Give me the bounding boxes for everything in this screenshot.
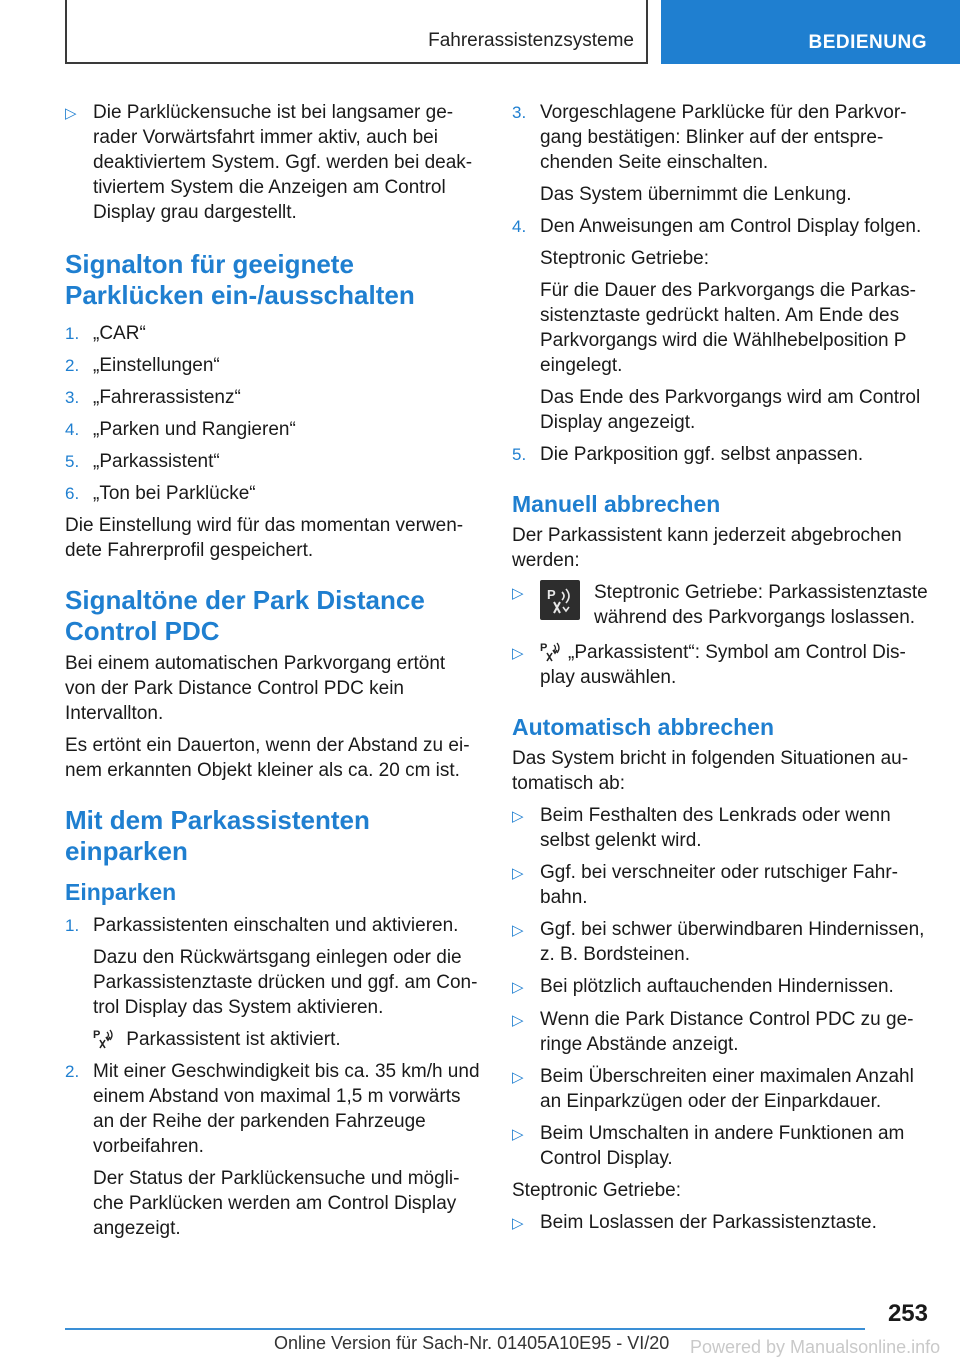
triangle-bullet-icon: ▷: [65, 105, 77, 122]
svg-text:P: P: [93, 1029, 101, 1041]
triangle-bullet-icon: ▷: [512, 922, 524, 939]
list-item: [512, 214, 930, 239]
settings-path-list: [65, 321, 480, 506]
step-detail: Steptronic Getriebe:: [540, 248, 709, 269]
list-item: [512, 917, 930, 967]
triangle-bullet-icon: ▷: [512, 979, 524, 996]
footer-divider: [65, 1328, 865, 1330]
chapter-tab-label: BEDIENUNG: [808, 32, 927, 53]
step-number: 4.: [512, 217, 527, 236]
step-text: Die Parkposition ggf. selbst anpassen.: [540, 444, 864, 465]
bullet-text: Bei plötzlich auftauchenden Hindernissen.: [540, 976, 894, 997]
watermark: Powered by Manualsonline.info: [690, 1337, 941, 1357]
bullet-text: Beim Festhalten des Lenkrads oder wenn selbst gelenkt wird.: [540, 805, 891, 851]
step-number: 5.: [512, 445, 527, 464]
bullet-text: Ggf. bei schwer überwindbaren Hindernissen, z. B. Bordsteinen.: [540, 919, 925, 965]
step-detail-with-icon: [65, 1027, 480, 1052]
step-text: „Fahrerassistenz“: [93, 387, 241, 408]
heading-pdc: Signaltöne der Park Distance Control PDC: [65, 585, 425, 646]
paragraph-automatisch: Das System bricht in folgenden Situationen automatisch ab:: [512, 748, 909, 794]
bullet-text: Beim Umschalten in andere Funktionen am Control Display.: [540, 1123, 905, 1169]
step-detail: Dazu den Rückwärtsgang einlegen oder die Parkassistenztaste drücken und ggf. am Control Display das System aktivieren.: [93, 947, 478, 1018]
list-item: [512, 1064, 930, 1114]
list-item: [65, 449, 480, 474]
bullet-text: „Parkassistent“: Symbol am Control Display auswählen.: [540, 642, 906, 688]
heading-signalton: Signalton für geeignete Parklücken ein-/ausschalten: [65, 249, 415, 310]
header-box: [65, 0, 648, 64]
triangle-bullet-icon: ▷: [512, 865, 524, 882]
step-text: Mit einer Geschwindigkeit bis ca. 35 km/h und einem Abstand von maximal 1,5 m vorwärts an der Reihe der parkenden Fahrzeuge vorbeifahren.: [93, 1061, 480, 1157]
bullet-text: Die Parklückensuche ist bei langsamer gerader Vorwärtsfahrt immer aktiv, auch bei deaktiviertem System. Ggf. werden bei deaktiviertem System die Anzeigen am Control Display grau dargestellt.: [93, 102, 473, 223]
bullet-text: Ggf. bei verschneiter oder rutschiger Fahrbahn.: [540, 862, 898, 908]
heading-einparken: Einparken: [65, 879, 177, 905]
park-assist-button-icon: [540, 580, 580, 620]
chapter-tab[interactable]: [661, 0, 960, 64]
heading-automatisch: Automatisch abbrechen: [512, 714, 774, 740]
right-column: [512, 100, 930, 1243]
list-item: [512, 803, 930, 853]
heading-manuell: Manuell abbrechen: [512, 491, 721, 517]
step-number: 4.: [65, 420, 80, 439]
list-item: [65, 321, 480, 346]
paragraph-pdc-1: Bei einem automatischen Parkvorgang ertönt von der Park Distance Control PDC kein Intervallton.: [65, 653, 446, 724]
triangle-bullet-icon: ▷: [512, 645, 524, 662]
triangle-bullet-icon: ▷: [512, 1215, 524, 1232]
section-title: Fahrerassistenzsysteme: [428, 30, 634, 51]
svg-text:P: P: [547, 587, 556, 602]
list-item: [512, 1121, 930, 1171]
triangle-bullet-icon: ▷: [512, 808, 524, 825]
left-column: [65, 100, 480, 1248]
paragraph-profile: Die Einstellung wird für das momentan verwendete Fahrerprofil gespeichert.: [65, 515, 464, 561]
list-item: [512, 640, 930, 690]
list-item: [65, 1059, 480, 1159]
list-item: [512, 1007, 930, 1057]
paragraph-pdc-2: Es ertönt ein Dauerton, wenn der Abstand zu einem erkannten Objekt kleiner als ca. 20 cm ist.: [65, 735, 470, 781]
triangle-bullet-icon: ▷: [512, 1012, 524, 1029]
step-detail: Das Ende des Parkvorgangs wird am Control Display angezeigt.: [540, 387, 921, 433]
step-number: 2.: [65, 1062, 80, 1081]
svg-text:P: P: [540, 642, 548, 654]
triangle-bullet-icon: ▷: [512, 1126, 524, 1143]
step-number: 6.: [65, 484, 80, 503]
bullet-text: Wenn die Park Distance Control PDC zu geringe Abstände anzeigt.: [540, 1009, 914, 1055]
step-text: „CAR“: [93, 323, 146, 344]
list-item: [65, 417, 480, 442]
icon-caption: Parkassistent ist aktiviert.: [126, 1029, 341, 1050]
list-item: [65, 100, 480, 225]
list-item: [65, 913, 480, 938]
list-item: [512, 442, 930, 467]
step-text: Vorgeschlagene Parklücke für den Parkvorgang bestätigen: Blinker auf der entsprechenden Seite einschalten.: [540, 102, 907, 173]
step-detail: Der Status der Parklückensuche und mögliche Parklücken werden am Control Display angezeigt.: [93, 1168, 460, 1239]
step-number: 1.: [65, 324, 80, 343]
list-item: [65, 481, 480, 506]
step-text: „Parken und Rangieren“: [93, 419, 296, 440]
list-item: [65, 385, 480, 410]
park-assist-icon: [93, 1027, 115, 1049]
step-number: 3.: [512, 103, 527, 122]
page-number: 253: [887, 1300, 928, 1327]
heading-mit-parkassistent: Mit dem Parkassistenten einparken: [65, 805, 370, 866]
list-item: [512, 1210, 930, 1236]
online-version-text: Online Version für Sach-Nr. 01405A10E95 - VI/20: [274, 1333, 670, 1353]
step-text: Den Anweisungen am Control Display folgen.: [540, 216, 922, 237]
bullet-text: Beim Loslassen der Parkassistenztaste.: [540, 1212, 877, 1233]
triangle-bullet-icon: ▷: [512, 585, 524, 602]
step-text: „Einstellungen“: [93, 355, 220, 376]
list-item: [65, 353, 480, 378]
park-assist-icon: [540, 640, 562, 662]
bullet-text-with-icon: [540, 640, 930, 690]
bullet-text: Steptronic Getriebe: Parkassistenztaste während des Parkvorgangs loslassen.: [594, 582, 928, 628]
step-text: „Ton bei Parklücke“: [93, 483, 256, 504]
step-number: 5.: [65, 452, 80, 471]
list-item: [512, 100, 930, 175]
step-number: 3.: [65, 388, 80, 407]
triangle-bullet-icon: ▷: [512, 1069, 524, 1086]
paragraph-steptronic: Steptronic Getriebe:: [512, 1180, 681, 1201]
step-number: 2.: [65, 356, 80, 375]
step-detail: Für die Dauer des Parkvorgangs die Parkassistenztaste gedrückt halten. Am Ende des Parkvorgangs wird die Wählhebelposition P eingelegt.: [540, 280, 916, 376]
bullet-text: Beim Überschreiten einer maximalen Anzahl an Einparkzügen oder der Einparkdauer.: [540, 1066, 914, 1112]
step-text: „Parkassistent“: [93, 451, 220, 472]
auto-abort-list: [512, 803, 930, 1171]
step-text: Parkassistenten einschalten und aktivieren.: [93, 915, 459, 936]
list-item: [512, 860, 930, 910]
list-item: [512, 580, 930, 630]
list-item: [512, 974, 930, 1000]
paragraph-manuell: Der Parkassistent kann jederzeit abgebrochen werden:: [512, 525, 902, 571]
step-detail: Das System übernimmt die Lenkung.: [540, 184, 852, 205]
step-number: 1.: [65, 916, 80, 935]
